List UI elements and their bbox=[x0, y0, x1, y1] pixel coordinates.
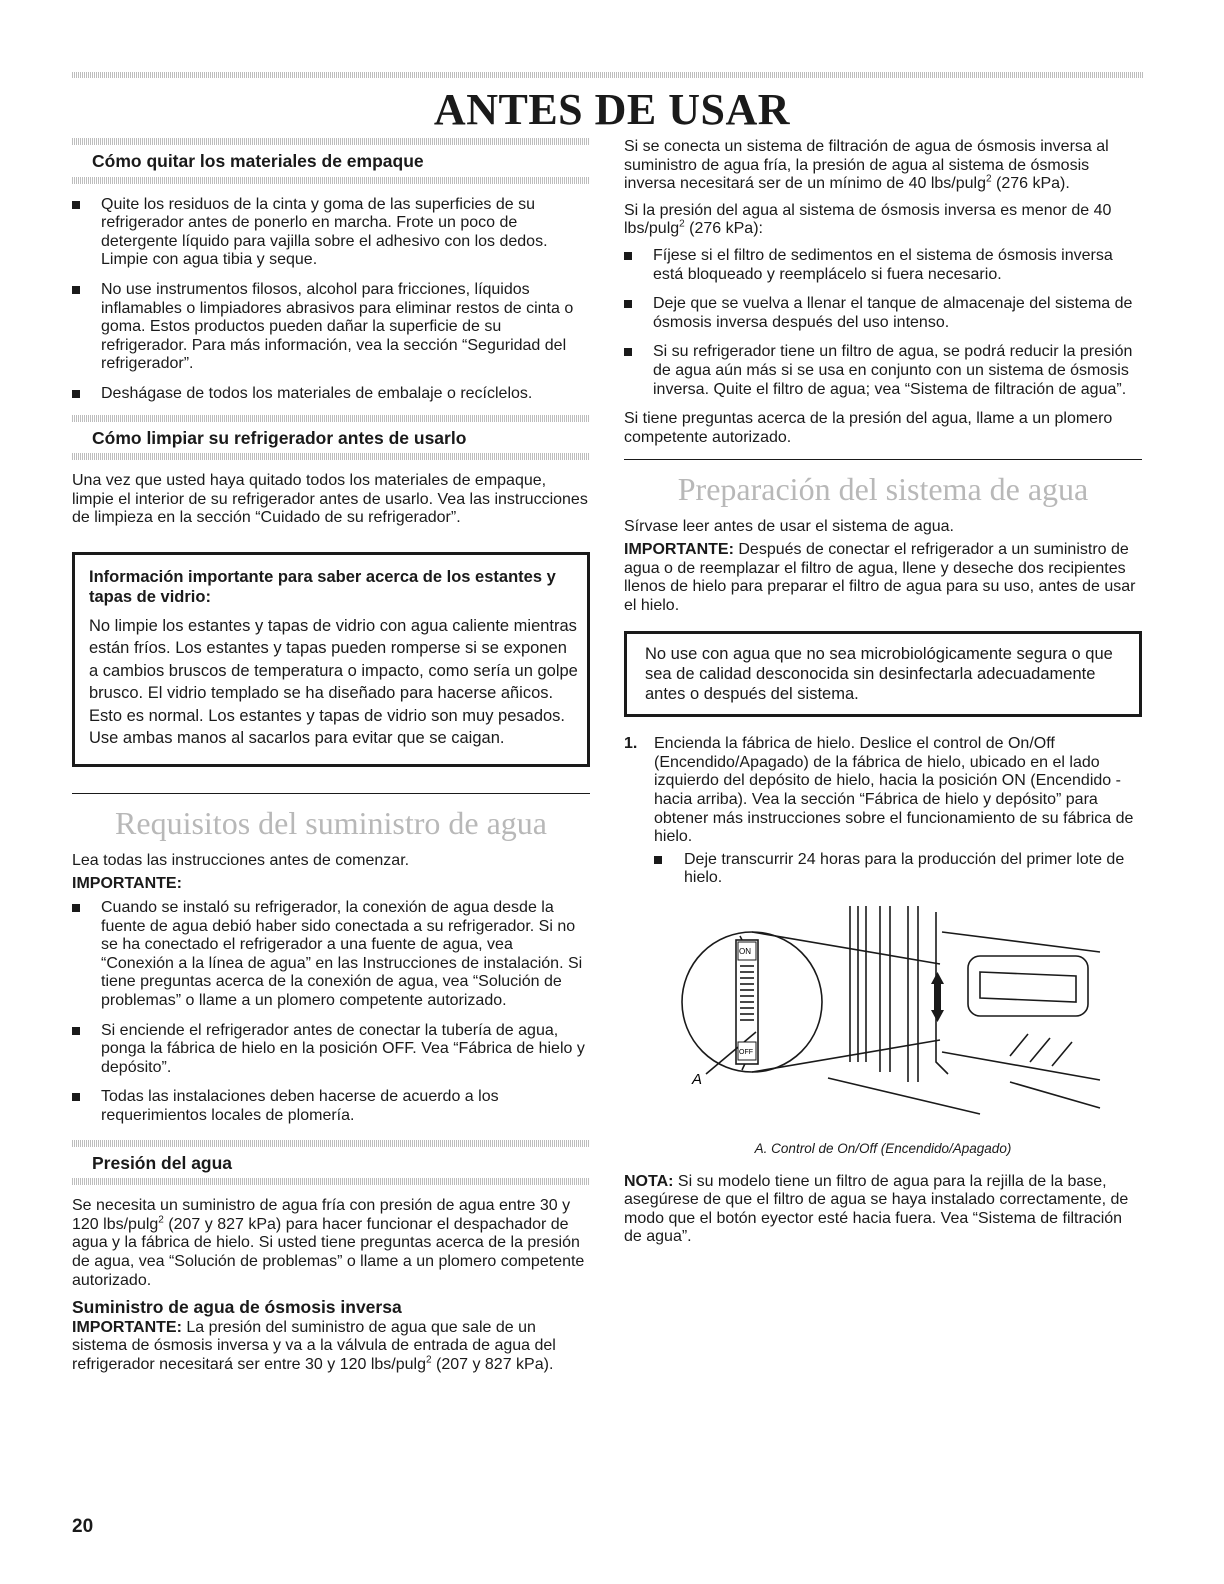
step-number: 1. bbox=[624, 735, 638, 753]
ro-min-pressure-text: Si se conecta un sistema de filtración de agua de ósmosis inversa al suministro de agua fría, la presión de agua al sistema de ósmosis inversa necesitará ser de un mínimo de 40 lbs/pulg$^2$ (276 kPa). bbox=[624, 138, 1109, 193]
important-label: IMPORTANTE: bbox=[72, 874, 182, 892]
list-item: Quite los residuos de la cinta y goma de las superficies de su refrigerador antes de ponerlo en marcha. Frote un poco de detergente líquido para vajilla sobre el adhesivo con los dedos. Limpie con agua tibia y seque. bbox=[72, 196, 590, 270]
steps-list bbox=[624, 735, 1142, 888]
water-requirements-title: Requisitos del suministro de agua bbox=[115, 804, 547, 841]
right-column bbox=[624, 138, 1142, 1255]
list-item: Deje que se vuelva a llenar el tanque de almacenaje del sistema de ósmosis inversa después del uso intenso. bbox=[624, 295, 1142, 332]
section-divider bbox=[624, 459, 1142, 460]
pressure-questions-text: Si tiene preguntas acerca de la presión del agua, llame a un plomero competente autorizado. bbox=[624, 410, 1113, 446]
ice-maker-diagram bbox=[680, 902, 1120, 1132]
pressure-section bbox=[72, 1140, 590, 1375]
left-column bbox=[72, 138, 590, 1385]
ro-tips-list bbox=[624, 247, 1142, 399]
section-divider bbox=[72, 793, 590, 794]
list-item: Todas las instalaciones deben hacerse de acuerdo a los requerimientos locales de plomería. bbox=[72, 1088, 590, 1125]
packing-heading: Cómo quitar los materiales de empaque bbox=[92, 151, 424, 171]
prep-important: IMPORTANTE: Después de conectar el refrigerador a un suministro de agua o de reemplazar el filtro de agua, llene y deseche dos recipientes llenos de hielo para preparar el filtro de agua para su uso, antes de usar el hielo. bbox=[624, 540, 1136, 614]
packing-section bbox=[72, 138, 590, 404]
switch-on-label: ON bbox=[739, 947, 751, 957]
water-req-list bbox=[72, 899, 590, 1126]
list-item: Si su refrigerador tiene un filtro de agua, se podrá reducir la presión de agua aún más si se usa en conjunto con un sistema de ósmosis inversa. Quite el filtro de agua; vea “Sistema de filtración de agua”. bbox=[624, 343, 1142, 399]
hatch-divider bbox=[72, 1140, 590, 1147]
water-system-prep-title: Preparación del sistema de agua bbox=[677, 471, 1089, 508]
hatch-divider bbox=[72, 138, 590, 145]
switch-off-label: OFF bbox=[739, 1049, 753, 1057]
ro-low-pressure-text: Si la presión del agua al sistema de ósmosis inversa es menor de 40 lbs/pulg$^2$ (276 kPa): bbox=[624, 201, 1112, 238]
step-text: Encienda la fábrica de hielo. Deslice el control de On/Off (Encendido/Apagado) de la fábrica de hielo, ubicado en el lado izquierdo del depósito de hielo, hacia la posición ON (Encendido - hacia arriba). Vea la sección “Fábrica de hielo y depósito” para obtener más instrucciones sobre el funcionamiento de su fábrica de hielo. bbox=[654, 735, 1134, 846]
cleaning-heading: Cómo limpiar su refrigerador antes de usarlo bbox=[92, 427, 467, 448]
list-item: Si enciende el refrigerador antes de conectar la tubería de agua, ponga la fábrica de hielo en la posición OFF. Vea “Fábrica de hielo y depósito”. bbox=[72, 1022, 590, 1078]
step-sub-list bbox=[654, 851, 1142, 888]
hatch-divider bbox=[72, 1178, 590, 1185]
packing-list bbox=[72, 196, 590, 404]
list-item: No use instrumentos filosos, alcohol para fricciones, líquidos inflamables o limpiadores abrasivos para eliminar restos de cinta o goma. Estos productos pueden dañar la superficie de su refrigerador. Para más información, vea la sección “Seguridad del refrigerador”. bbox=[72, 281, 590, 374]
hatch-divider bbox=[72, 453, 590, 460]
water-safety-notice: No use con agua que no sea microbiológicamente segura o que sea de calidad desconocida sin desinfectarla adecuadamente antes o después del sistema. bbox=[624, 631, 1142, 717]
page-number: 20 bbox=[72, 1516, 94, 1537]
pressure-heading: Presión del agua bbox=[92, 1152, 233, 1173]
note-text: NOTA: Si su modelo tiene un filtro de agua para la rejilla de la base, asegúrese de que el filtro de agua se haya instalado correctamente, de modo que el botón eyector esté hacia fuera. Vea “Sistema de filtración de agua”. bbox=[624, 1172, 1129, 1246]
list-item: Deje transcurrir 24 horas para la producción del primer lote de hielo. bbox=[654, 851, 1142, 888]
step-item bbox=[624, 735, 1142, 888]
page-title: ANTES DE USAR bbox=[433, 85, 791, 134]
callout-a-label: A bbox=[692, 1071, 703, 1089]
cleaning-section bbox=[72, 415, 590, 528]
glass-shelves-notice bbox=[72, 552, 590, 767]
list-item: Cuando se instaló su refrigerador, la conexión de agua desde la fuente de agua debió haber sido conectada a su refrigerador. Si no se ha conectado el refrigerador a una fuente de agua, vea “Conexión a la línea de agua” en las Instrucciones de instalación. Si tiene preguntas acerca de la conexión de agua, vea “Solución de problemas” o llame a un plomero competente autorizado. bbox=[72, 899, 590, 1011]
list-item: Fíjese si el filtro de sedimentos en el sistema de ósmosis inversa está bloqueado y reemplácelo si fuera necesario. bbox=[624, 247, 1142, 284]
hatch-divider bbox=[72, 415, 590, 422]
figure-caption: A. Control de On/Off (Encendido/Apagado) bbox=[754, 1141, 1012, 1157]
ro-heading: Suministro de agua de ósmosis inversa bbox=[72, 1297, 402, 1318]
top-hatch-rule bbox=[72, 72, 1144, 78]
ice-maker-switch-illustration bbox=[680, 902, 1120, 1132]
list-item: Deshágase de todos los materiales de embalaje o recíclelos. bbox=[72, 385, 590, 404]
cleaning-text: Una vez que usted haya quitado todos los materiales de empaque, limpie el interior de su refrigerador antes de usarlo. Vea las instrucciones de limpieza en la sección “Cuidado de su refrigerador”. bbox=[72, 472, 588, 527]
water-req-intro: Lea todas las instrucciones antes de comenzar. bbox=[72, 851, 410, 869]
prep-intro: Sírvase leer antes de usar el sistema de agua. bbox=[624, 518, 954, 536]
ro-text: IMPORTANTE: La presión del suministro de agua que sale de un sistema de ósmosis inversa y va a la válvula de entrada de agua del refrigerador necesitará ser entre 30 y 120 lbs/pulg$^2$ (207 y 827 kPa). bbox=[72, 1318, 556, 1373]
pressure-text: Se necesita un suministro de agua fría con presión de agua entre 30 y 120 lbs/pulg$^2$ (207 y 827 kPa) para hacer funcionar el despachador de agua y la fábrica de hielo. Si usted tiene preguntas acerca de la presión de agua, vea “Solución de problemas” o llame a un plomero competente autorizado. bbox=[72, 1197, 585, 1289]
hatch-divider bbox=[72, 177, 590, 184]
glass-notice-body: No limpie los estantes y tapas de vidrio con agua caliente mientras están fríos. Los estantes y tapas pueden romperse si se exponen a cambios bruscos de temperatura o impacto, como sería un golpe brusco. El vidrio templado se ha diseñado para hacerse añicos. Esto es normal. Los estantes y tapas de vidrio son muy pesados. Use ambas manos al sacarlos para evitar que se caigan. bbox=[89, 616, 578, 748]
glass-notice-heading: Información importante para saber acerca de los estantes y tapas de vidrio: bbox=[89, 567, 556, 606]
